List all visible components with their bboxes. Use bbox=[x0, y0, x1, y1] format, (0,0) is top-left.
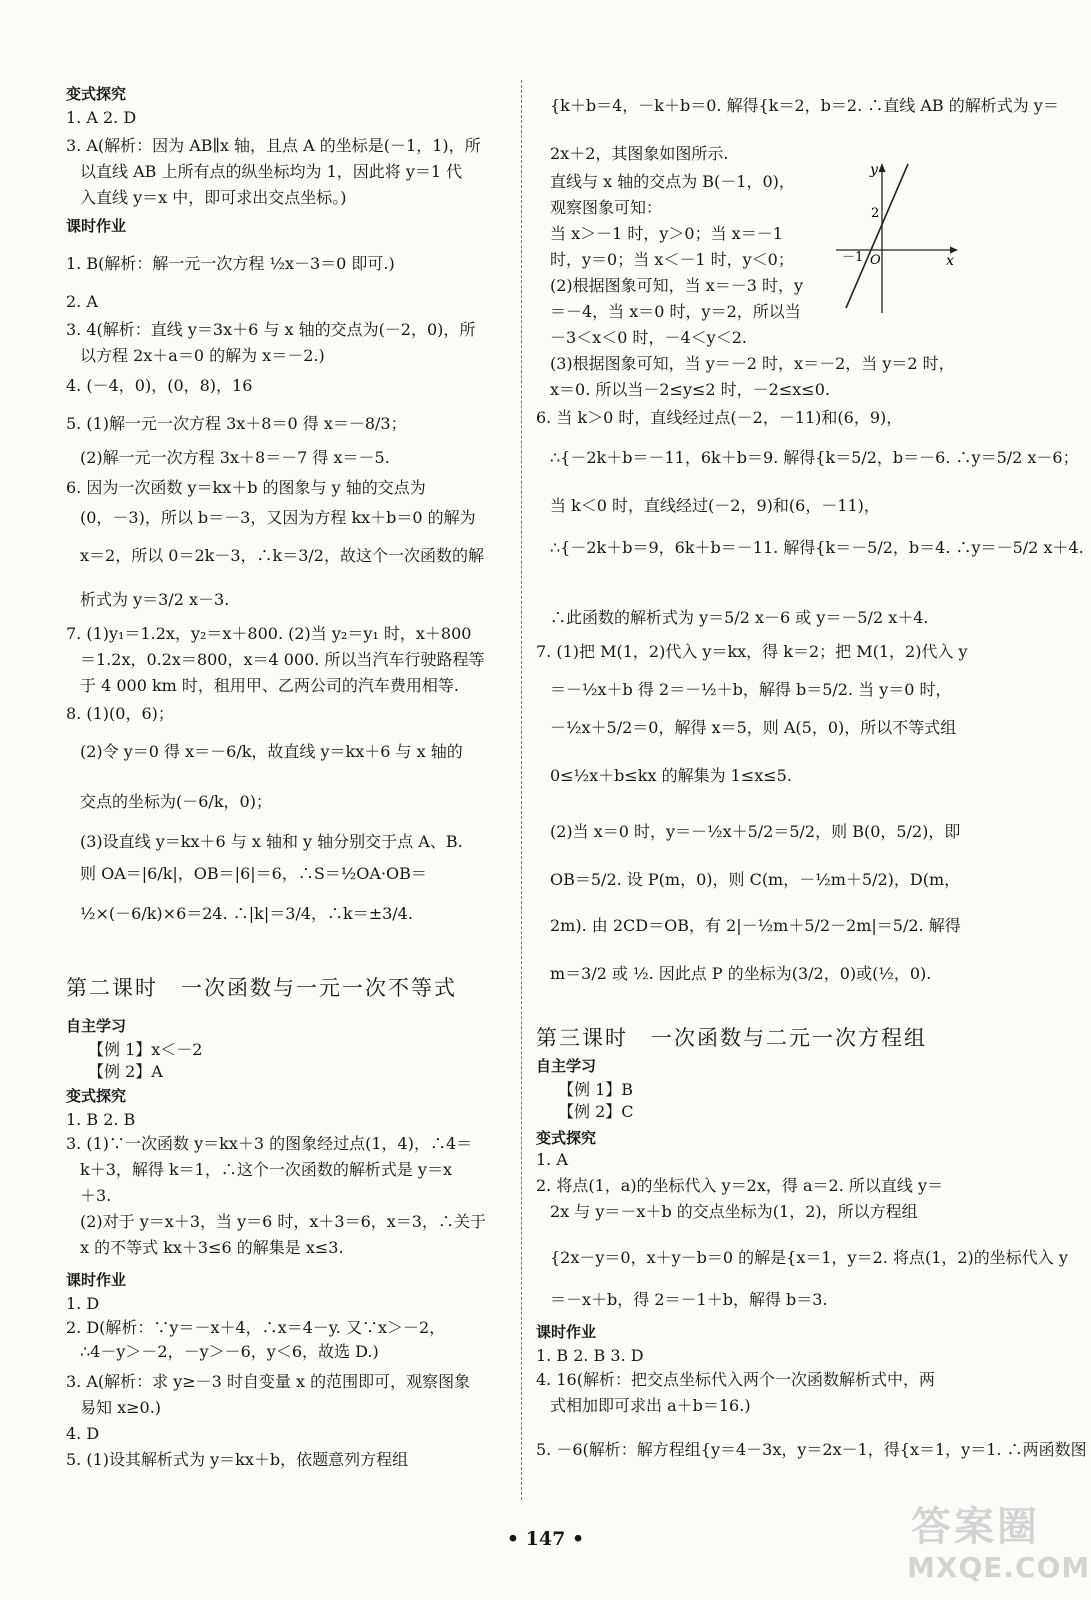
answer-line: 0≤½x＋b≤kx 的解集为 1≤x≤5. bbox=[550, 766, 792, 785]
function-graph bbox=[834, 158, 964, 316]
answer-line: 【例 1】B bbox=[558, 1080, 634, 1099]
answer-line: 1. A bbox=[536, 1150, 568, 1169]
answer-line: 直线与 x 轴的交点为 B(－1，0)， bbox=[550, 172, 795, 191]
answer-line: k＋3，解得 k＝1，∴这个一次函数的解析式是 y＝x bbox=[80, 1160, 452, 1179]
answer-line: (3)设直线 y＝kx＋6 与 x 轴和 y 轴分别交于点 A、B. bbox=[80, 832, 463, 851]
section-heading: 课时作业 bbox=[66, 217, 127, 235]
answer-line: (2)根据图象可知，当 x＝－3 时，y bbox=[550, 276, 804, 295]
answer-line: (2)当 x＝0 时，y＝－½x＋5/2＝5/2，则 B(0，5/2)，即 bbox=[550, 822, 961, 841]
answer-line: 1. A 2. D bbox=[66, 108, 137, 127]
answer-line: 7. (1)把 M(1，2)代入 y＝kx，得 k＝2；把 M(1，2)代入 y bbox=[536, 642, 968, 661]
answer-line: x＝2，所以 0＝2k－3，∴k＝3/2，故这个一次函数的解 bbox=[80, 546, 484, 565]
answer-line: ＝1.2x，0.2x＝800，x＝4 000. 所以当汽车行驶路程等 bbox=[80, 650, 485, 669]
graph-line bbox=[846, 164, 908, 308]
answer-line: 4. (－4，0)，(0，8)，16 bbox=[66, 376, 253, 395]
answer-line: 2. A bbox=[66, 292, 98, 311]
section-heading: 自主学习 bbox=[536, 1057, 597, 1075]
answer-line: 4. 16(解析：把交点坐标代入两个一次函数解析式中，两 bbox=[536, 1370, 935, 1389]
answer-line: 2m). 由 2CD＝OB，有 2|－½m＋5/2－2m|＝5/2. 解得 bbox=[550, 916, 961, 935]
answer-line: 6. 因为一次函数 y＝kx＋b 的图象与 y 轴的交点为 bbox=[66, 478, 426, 497]
answer-line: ＝－x＋b，得 2＝－1＋b，解得 b＝3. bbox=[550, 1290, 828, 1309]
answer-line: 易知 x≥0.) bbox=[80, 1398, 162, 1417]
answer-line: 1. B 2. B bbox=[66, 1110, 136, 1129]
x-axis-label: x bbox=[946, 253, 954, 269]
answer-line: OB＝5/2. 设 P(m，0)，则 C(m，－½m＋5/2)，D(m， bbox=[550, 870, 961, 889]
answer-line: ½×(－6/k)×6＝24. ∴|k|＝3/4，∴k＝±3/4. bbox=[80, 904, 413, 923]
answer-line: 观察图象可知： bbox=[550, 198, 663, 217]
answer-line: 入直线 y＝x 中，即可求出交点坐标。) bbox=[80, 188, 347, 207]
answer-line: (2)令 y＝0 得 x＝－6/k，故直线 y＝kx＋6 与 x 轴的 bbox=[80, 742, 463, 761]
answer-line: 当 x＞－1 时，y＞0；当 x＝－1 bbox=[550, 224, 783, 243]
section-heading: 变式探究 bbox=[66, 85, 127, 103]
answer-line: 3. (1)∵一次函数 y＝kx＋3 的图象经过点(1，4)，∴4＝ bbox=[66, 1134, 473, 1153]
answer-line: (2)对于 y＝x＋3，当 y＝6 时，x＋3＝6，x＝3，∴关于 bbox=[80, 1212, 486, 1231]
answer-line: ＝－4，当 x＝0 时，y＝2，所以当 bbox=[550, 302, 801, 321]
page-number: • 147 • bbox=[506, 1528, 585, 1550]
answer-line: 析式为 y＝3/2 x－3. bbox=[80, 590, 230, 609]
section-heading: 课时作业 bbox=[536, 1323, 597, 1341]
answer-line: ＋3. bbox=[80, 1186, 112, 1205]
answer-line: 1. D bbox=[66, 1294, 100, 1313]
tick-label-2: 2 bbox=[871, 206, 880, 221]
y-axis-label: y bbox=[870, 162, 878, 178]
answer-line: {k＋b＝4，－k＋b＝0. 解得{k＝2，b＝2. ∴直线 AB 的解析式为 y＝ bbox=[550, 96, 1059, 115]
answer-line: 当 k＜0 时，直线经过(－2，9)和(6，－11)， bbox=[550, 496, 880, 515]
answer-line: －3＜x＜0 时，－4＜y＜2. bbox=[550, 328, 747, 347]
origin-label: O bbox=[870, 253, 881, 268]
answer-line: ＝－½x＋b 得 2＝－½＋b，解得 b＝5/2. 当 y＝0 时， bbox=[550, 680, 952, 699]
answer-line: 则 OA＝|6/k|，OB＝|6|＝6，∴S＝½OA·OB＝ bbox=[80, 864, 427, 883]
answer-line: 1. B 2. B 3. D bbox=[536, 1346, 644, 1365]
answer-line: 【例 2】A bbox=[88, 1062, 163, 1081]
tick-label-neg1: －1 bbox=[842, 250, 864, 265]
answer-line: 5. (1)设其解析式为 y＝kx＋b，依题意列方程组 bbox=[66, 1450, 409, 1469]
answer-line: {2x－y＝0，x＋y－b＝0 的解是{x＝1，y＝2. 将点(1，2)的坐标代入 y bbox=[550, 1248, 1068, 1267]
watermark-url: MXQE.COM bbox=[907, 1551, 1091, 1584]
answer-line: ∴4－y＞－2，－y＞－6，y＜6，故选 D.) bbox=[80, 1342, 379, 1361]
answer-line: 6. 当 k＞0 时，直线经过点(－2，－11)和(6，9)， bbox=[536, 408, 903, 427]
answer-line: 2x 与 y＝－x＋b 的交点坐标为(1，2)，所以方程组 bbox=[550, 1202, 918, 1221]
answer-line: (3)根据图象可知，当 y＝－2 时，x＝－2，当 y＝2 时， bbox=[550, 354, 955, 373]
answer-line: 以方程 2x＋a＝0 的解为 x＝－2.) bbox=[80, 346, 325, 365]
answer-line: 交点的坐标为(－6/k，0)； bbox=[80, 792, 272, 811]
answer-line: 式相加即可求出 a＋b＝16.) bbox=[550, 1396, 751, 1415]
answer-line: 5. －6(解析：解方程组{y＝4－3x，y＝2x－1，得{x＝1，y＝1. ∴两函数图 bbox=[536, 1440, 1087, 1459]
answer-line: 3. A(解析：求 y≥－3 时自变量 x 的范围即可，观察图象 bbox=[66, 1372, 471, 1391]
watermark bbox=[905, 1495, 1091, 1595]
section-heading: 自主学习 bbox=[66, 1017, 127, 1035]
answer-line: 3. A(解析：因为 AB∥x 轴，且点 A 的坐标是(－1，1)，所 bbox=[66, 136, 481, 155]
answer-line: x＝0. 所以当－2≤y≤2 时，－2≤x≤0. bbox=[550, 380, 830, 399]
answer-line: 2. D(解析：∵y＝－x＋4，∴x＝4－y. 又∵x＞－2， bbox=[66, 1318, 446, 1337]
answer-line: ∴{－2k＋b＝－11，6k＋b＝9. 解得{k＝5/2，b＝－6. ∴y＝5/2 x－6； bbox=[550, 448, 1079, 467]
column-divider bbox=[521, 80, 522, 1500]
answer-line: 【例 1】x＜－2 bbox=[88, 1040, 203, 1059]
answer-line: 【例 2】C bbox=[558, 1102, 634, 1121]
answer-line: m＝3/2 或 ½. 因此点 P 的坐标为(3/2，0)或(½，0). bbox=[550, 964, 932, 983]
answer-line: ∴此函数的解析式为 y＝5/2 x－6 或 y＝－5/2 x＋4. bbox=[550, 608, 929, 627]
watermark-logo-text: 答案圈 bbox=[911, 1504, 1040, 1550]
section-heading: 变式探究 bbox=[536, 1129, 597, 1147]
lesson-title: 第二课时 一次函数与一元一次不等式 bbox=[66, 976, 457, 1000]
answer-line: 7. (1)y₁＝1.2x，y₂＝x＋800. (2)当 y₂＝y₁ 时，x＋800 bbox=[66, 624, 472, 643]
answer-line: (0，－3)，所以 b＝－3，又因为方程 kx＋b＝0 的解为 bbox=[80, 508, 476, 527]
answer-line: 2. 将点(1，a)的坐标代入 y＝2x，得 a＝2. 所以直线 y＝ bbox=[536, 1176, 943, 1195]
answer-line: 2x＋2，其图象如图所示. bbox=[550, 144, 729, 163]
answer-line: 3. 4(解析：直线 y＝3x＋6 与 x 轴的交点为(－2，0)，所 bbox=[66, 320, 476, 339]
y-axis-arrow-icon bbox=[879, 163, 886, 172]
section-heading: 变式探究 bbox=[66, 1087, 127, 1105]
answer-line: 以直线 AB 上所有点的纵坐标均为 1，因此将 y＝1 代 bbox=[80, 162, 463, 181]
answer-line: 1. B(解析：解一元一次方程 ½x－3＝0 即可.) bbox=[66, 254, 395, 273]
answer-line: －½x＋5/2＝0，解得 x＝5，则 A(5，0)，所以不等式组 bbox=[550, 718, 957, 737]
answer-line: ∴{－2k＋b＝9，6k＋b＝－11. 解得{k＝－5/2，b＝4. ∴y＝－5/2 x＋4. bbox=[550, 538, 1084, 557]
answer-line: 8. (1)(0，6)； bbox=[66, 704, 174, 723]
answer-line: 于 4 000 km 时，租用甲、乙两公司的汽车费用相等. bbox=[80, 676, 460, 695]
lesson-title: 第三课时 一次函数与二元一次方程组 bbox=[536, 1026, 927, 1050]
answer-line: 5. (1)解一元一次方程 3x＋8＝0 得 x＝－8/3； bbox=[66, 414, 407, 433]
section-heading: 课时作业 bbox=[66, 1271, 127, 1289]
answer-line: 4. D bbox=[66, 1424, 100, 1443]
answer-line: (2)解一元一次方程 3x＋8＝－7 得 x＝－5. bbox=[80, 448, 390, 467]
answer-line: x 的不等式 kx＋3≤6 的解集是 x≤3. bbox=[80, 1238, 344, 1257]
answer-line: 时，y＝0；当 x＜－1 时，y＜0； bbox=[550, 250, 794, 269]
